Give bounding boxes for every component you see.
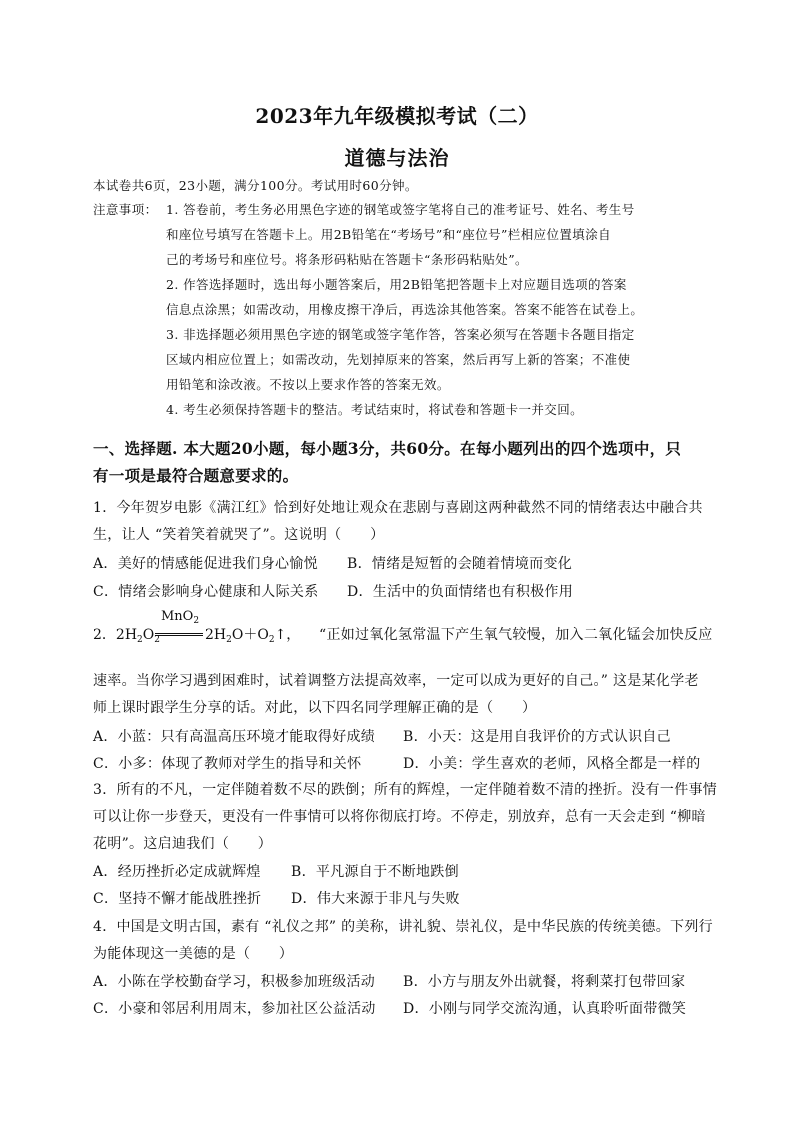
q2-option-d: D．小美：学生喜欢的老师，风格全都是一样的	[403, 756, 701, 772]
gas-arrow: ↑，	[274, 627, 301, 643]
products-text: 2H	[205, 627, 227, 643]
q2-option-b: B．小天：这是用自我评价的方式认识自己	[403, 729, 671, 745]
q2-sub-a: 2	[137, 635, 143, 645]
q2-num	[93, 624, 160, 645]
q3-option-d: D．伟大来源于非凡与失败	[291, 891, 460, 907]
note-2-line-1: 2. 作答选择题时，选出每小题答案后，用2B铅笔把答题卡上对应题目选项的答案	[166, 277, 627, 292]
note-3-line-2: 区域内相应位置上；如需改动，先划掉原来的答案，然后再写上新的答案；不准使	[166, 352, 631, 367]
q2-option-a: A．小蓝：只有高温高压环境才能取得好成绩	[93, 729, 376, 745]
catalyst-sub: 2	[193, 616, 200, 626]
q3-option-b: B．平凡源自于不断地跌倒	[291, 864, 459, 880]
products-rest: O＋O	[231, 627, 269, 643]
section-heading-line-2: 有一项是最符合题意要求的。	[93, 466, 299, 485]
q2-quote-start: “正如过氧化氢常温下产生氧气较慢，加入二氧化锰会加快反应	[319, 627, 713, 643]
note-1-line-2: 和座位号填写在答题卡上。用2B铅笔在“考场号”和“座位号”栏相应位置填涂自	[166, 227, 612, 242]
note-3-line-3: 用铅笔和涂改液。不按以上要求作答的答案无效。	[166, 377, 450, 392]
q3-stem-line-3: 花明”。这启迪我们（ ）	[93, 836, 273, 852]
exam-title: 2023年九年级模拟考试（二）	[255, 104, 539, 128]
q3-stem-line-2: 可以让你一步登天，更没有一件事情可以将你彻底打垮。不停走，别放弃，总有一天会走到 “柳暗	[93, 809, 706, 825]
notes-label: 注意事项：	[93, 202, 158, 217]
q1-stem-line-2: 生，让人 “笑着笑着就哭了”。这说明（ ）	[93, 527, 385, 543]
q2-sub-b: 2	[154, 635, 160, 645]
q3-option-c: C．坚持不懈才能战胜挫折	[93, 891, 262, 907]
q1-option-d: D．生活中的负面情绪也有积极作用	[347, 584, 574, 600]
catalyst-label	[161, 609, 199, 626]
q1-option-c: C．情绪会影响身心健康和人际关系	[93, 584, 319, 600]
q2-option-c: C．小多：体现了教师对学生的指导和关怀	[93, 756, 362, 772]
q1-option-a: A．美好的情感能促进我们身心愉悦	[93, 556, 318, 572]
note-3-line-1: 3. 非选择题必须用黑色字迹的钢笔或签字笔作答，答案必须写在答题卡各题目指定	[166, 327, 635, 342]
catalyst-text: MnO	[161, 609, 194, 624]
note-2-line-2: 信息点涂黑；如需改动，用橡皮擦干净后，再选涂其他答案。答案不能答在试卷上。	[166, 302, 644, 317]
reaction-arrow-line	[155, 633, 203, 636]
q2-o: O	[142, 627, 155, 643]
q2-stem-line-2: 速率。当你学习遇到困难时，试着调整方法提高效率，一定可以成为更好的自己。” 这是某化学老	[93, 673, 699, 689]
q3-option-a: A．经历挫折必定成就辉煌	[93, 864, 261, 880]
q4-option-a: A．小陈在学校勤奋学习，积极参加班级活动	[93, 974, 376, 990]
exam-summary: 本试卷共6页，23小题，满分100分。考试用时60分钟。	[93, 178, 418, 193]
note-1-line-3: 己的考场号和座位号。将条形码粘贴在答题卡“条形码粘贴处”。	[166, 252, 528, 267]
q2-products	[205, 624, 300, 645]
subject-title: 道德与法治	[344, 146, 450, 170]
q3-stem-line-1: 3．所有的不凡，一定伴随着数不尽的跌倒；所有的辉煌，一定伴随着数不清的挫折。没有一件事情	[93, 782, 718, 798]
note-1-line-1: 1. 答卷前，考生务必用黑色字迹的钢笔或签字笔将自己的准考证号、姓名、考生号	[166, 202, 635, 217]
o2-sub: 2	[268, 635, 275, 645]
q4-option-c: C．小豪和邻居利用周末，参加社区公益活动	[93, 1001, 376, 1017]
q4-stem-line-2: 为能体现这一美德的是（ ）	[93, 946, 294, 962]
q4-stem-line-1: 4．中国是文明古国，素有 “礼仪之邦” 的美称，讲礼貌、崇礼仪，是中华民族的传统美德。下列行	[93, 919, 713, 935]
q2-stem-line-3: 师上课时跟学生分享的话。对此，以下四名同学理解正确的是（ ）	[93, 700, 537, 716]
q1-stem-line-1: 1．今年贺岁电影《满江红》恰到好处地让观众在悲剧与喜剧这两种截然不同的情绪表达中融合共	[93, 500, 703, 516]
section-heading-line-1: 一、选择题. 本大题20小题，每小题3分，共60分。在每小题列出的四个选项中，只	[93, 439, 682, 458]
q2-num-text: 2．2H	[93, 627, 138, 643]
q1-option-b: B．情绪是短暂的会随着情境而变化	[347, 556, 573, 572]
note-4-line-1: 4. 考生必须保持答题卡的整洁。考试结束时，将试卷和答题卡一并交回。	[166, 402, 584, 417]
products-sub: 2	[226, 635, 232, 645]
q4-option-d: D．小刚与同学交流沟通，认真聆听面带微笑	[403, 1001, 687, 1017]
q4-option-b: B．小方与朋友外出就餐，将剩菜打包带回家	[403, 974, 686, 990]
